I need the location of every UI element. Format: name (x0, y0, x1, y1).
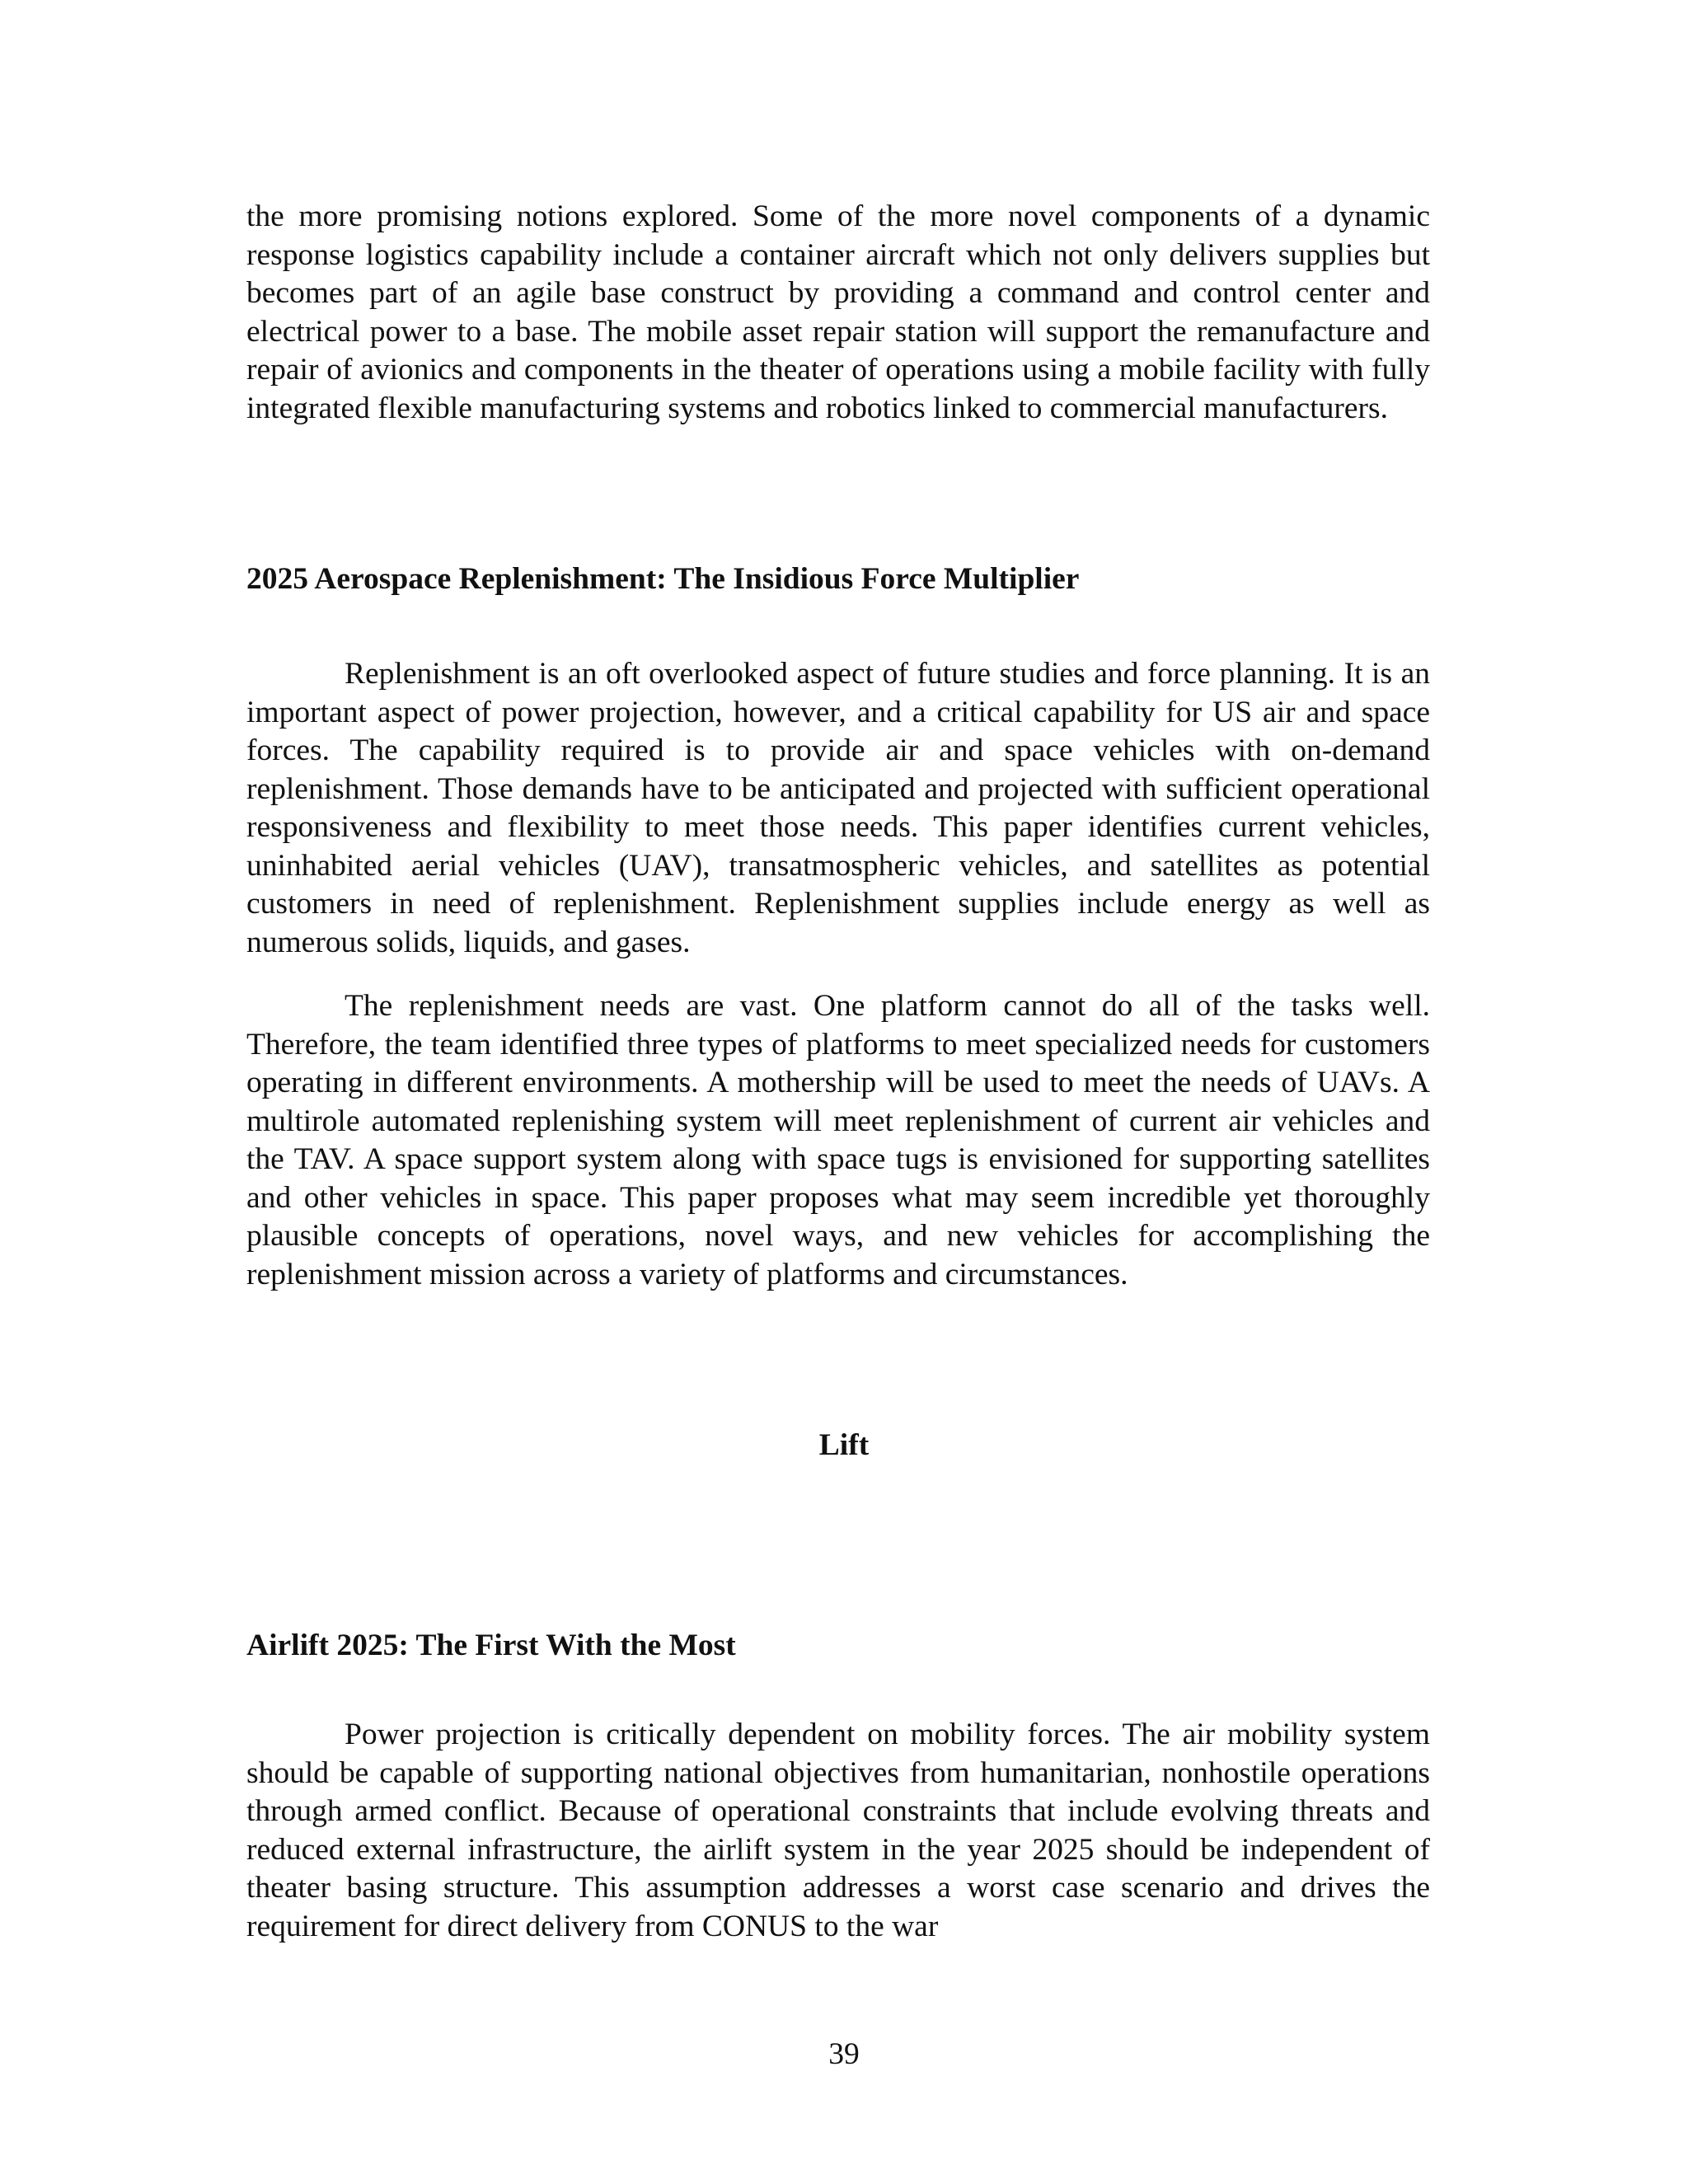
replenishment-section-heading: 2025 Aerospace Replenishment: The Insidious Force Multiplier (246, 562, 1080, 596)
intro-paragraph: the more promising notions explored. Some of the more novel components of a dynamic response logistics capability include a container aircraft which not only delivers supplies but becomes part of an agile base construct by providing a command and control center and electrical power to a base. The mobile asset repair station will support the remanufacture and repair of avionics and components in the theater of operations using a mobile facility with fully integrated flexible manufacturing systems and robotics linked to commercial manufacturers. (246, 199, 1430, 425)
replenishment-paragraph-2: The replenishment needs are vast. One platform cannot do all of the tasks well. Therefore, the team identified three types of platforms to meet specialized needs for customers operating in different environments. A mothership will be used to meet the needs of UAVs. A multirole automated replenishing system will meet replenishment of current air vehicles and the TAV. A space support system along with space tugs is envisioned for supporting satellites and other vehicles in space. This paper proposes what may seem incredible yet thoroughly plausible concepts of operations, novel ways, and new vehicles for accomplishing the replenishment mission across a variety of platforms and circumstances. (246, 989, 1430, 1291)
lift-heading: Lift (818, 1428, 870, 1462)
page-number: 39 (828, 2037, 860, 2071)
airlift-paragraph: Power projection is critically dependent on mobility forces. The air mobility system should be capable of supporting national objectives from humanitarian, nonhostile operations through armed conflict. Because of operational constraints that include evolving threats and reduced external infrastructure, the airlift system in the year 2025 should be independent of theater basing structure. This assumption addresses a worst case scenario and drives the requirement for direct delivery from CONUS to the war (246, 1718, 1430, 1943)
replenishment-paragraph-1: Replenishment is an oft overlooked aspect of future studies and force planning. It is an important aspect of power projection, however, and a critical capability for US air and space forces. The capability required is to provide air and space vehicles with on-demand replenishment. Those demands have to be anticipated and projected with sufficient operational responsiveness and flexibility to meet those needs. This paper identifies current vehicles, uninhabited aerial vehicles (UAV), transatmospheric vehicles, and satellites as potential customers in need of replenishment. Replenishment supplies include energy as well as numerous solids, liquids, and gases. (246, 657, 1430, 959)
airlift-section-heading: Airlift 2025: The First With the Most (246, 1629, 736, 1662)
